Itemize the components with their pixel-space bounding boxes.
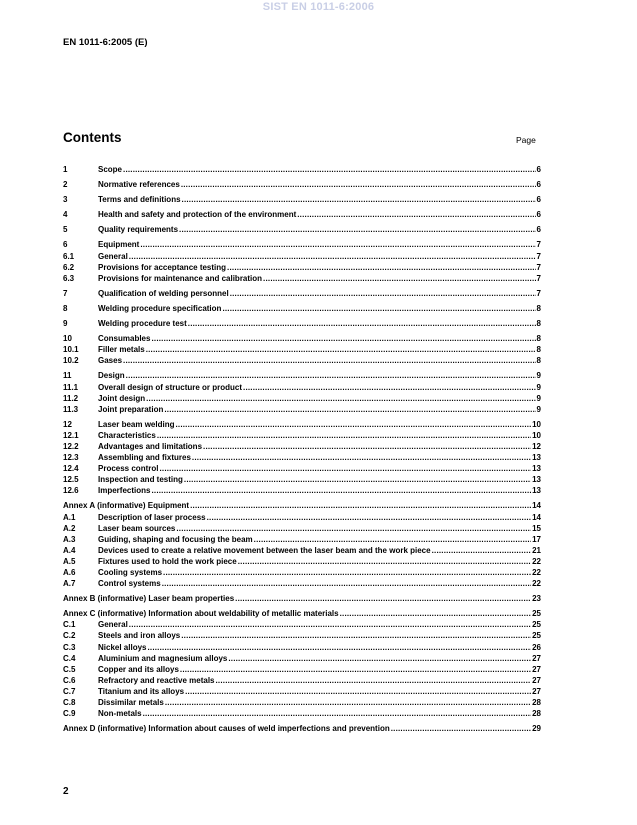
toc-entry-page: 27 [532,675,541,685]
toc-group [63,723,541,734]
toc-entry-title: Equipment [98,240,140,250]
toc-entry-page: 27 [532,686,541,696]
toc-entry-title: Overall design of structure or product [98,382,243,392]
toc-entry-page: 6 [536,210,541,220]
toc-entry[interactable] [63,273,541,284]
toc-entry[interactable] [63,630,541,641]
toc-entry-title: Imperfections [98,486,151,496]
toc-group [63,209,541,220]
toc-entry[interactable] [63,164,541,175]
toc-entry-number: C.3 [63,642,76,652]
toc-entry[interactable] [63,355,541,366]
toc-entry-page: 10 [532,430,541,440]
toc-entry-page: 6 [536,195,541,205]
toc-dot-leader [216,675,532,686]
toc-group [63,419,541,497]
toc-entry-number: 6 [63,240,68,250]
toc-entry-number: 10.1 [63,345,79,355]
toc-entry[interactable] [63,318,541,329]
toc-dot-leader [181,630,531,641]
toc-dot-leader [222,303,535,314]
toc-entry-title: Scope [98,165,123,174]
toc-entry[interactable] [63,723,541,734]
toc-entry-page: 28 [532,698,541,708]
toc-entry-page: 10 [532,419,541,429]
toc-dot-leader [147,642,531,653]
toc-entry-page: 27 [532,653,541,663]
toc-entry-page: 15 [532,523,541,533]
toc-entry[interactable] [63,430,541,441]
toc-entry[interactable] [63,708,541,719]
toc-entry-number: 12.3 [63,453,79,463]
toc-entry-page: 7 [536,288,541,298]
toc-entry-number: C.4 [63,653,76,663]
toc-entry-title: Advantages and limitations [98,441,203,451]
toc-entry-number: 6.1 [63,251,75,261]
toc-entry-page: 9 [536,371,541,381]
toc-dot-leader [184,474,531,485]
toc-dot-leader [165,697,531,708]
toc-entry-page: 14 [532,501,541,511]
toc-dot-leader [188,318,536,329]
toc-entry-number: 12.2 [63,441,79,451]
toc-entry-page: 26 [532,642,541,652]
toc-entry[interactable] [63,474,541,485]
toc-entry[interactable] [63,642,541,653]
toc-dot-leader [263,273,536,284]
toc-entry[interactable] [63,593,541,604]
toc-dot-leader [180,664,531,675]
toc-dot-leader [340,608,531,619]
toc-entry-page: 8 [536,303,541,313]
toc-entry-title: Joint design [98,393,146,403]
toc-entry-number: C.9 [63,709,76,719]
toc-entry[interactable] [63,608,541,619]
toc-entry-number: 9 [63,319,68,329]
toc-dot-leader [391,723,531,734]
toc-entry-title: Annex A (informative) Equipment [63,501,190,511]
toc-entry-page: 7 [536,273,541,283]
footer-page-number: 2 [63,786,69,797]
toc-dot-leader [146,344,536,355]
toc-entry-number: C.7 [63,686,76,696]
toc-entry-page: 29 [532,724,541,734]
toc-entry-title: Welding procedure test [98,319,187,329]
table-of-contents [63,164,541,738]
toc-dot-leader [157,430,531,441]
toc-group [63,608,541,719]
toc-entry-number: A.5 [63,556,76,566]
toc-entry-number: C.6 [63,675,76,685]
toc-entry[interactable] [63,653,541,664]
toc-entry[interactable] [63,567,541,578]
toc-entry-page: 17 [532,534,541,544]
toc-dot-leader [151,485,531,496]
toc-entry[interactable] [63,485,541,496]
toc-entry-title: Guiding, shaping and focusing the beam [98,534,253,544]
toc-entry-title: Dissimilar metals [98,698,164,708]
toc-entry-number: 1 [63,165,68,174]
toc-dot-leader [203,441,531,452]
toc-entry-number: 6.3 [63,273,75,283]
toc-group [63,224,541,235]
toc-entry-title: Aluminium and magnesium alloys [98,653,228,663]
toc-entry-title: General [98,251,128,261]
toc-entry-number: 11.2 [63,393,79,403]
toc-entry[interactable] [63,194,541,205]
toc-dot-leader [163,567,531,578]
toc-entry-page: 25 [532,620,541,630]
toc-entry-title: Control systems [98,579,161,589]
contents-title: Contents [63,130,122,145]
toc-entry-number: 10.2 [63,356,79,366]
toc-entry-title: Fixtures used to hold the work piece [98,556,237,566]
toc-entry[interactable] [63,333,541,344]
toc-entry-page: 7 [536,240,541,250]
toc-entry-number: 11.1 [63,382,79,392]
toc-entry[interactable] [63,209,541,220]
toc-entry-page: 8 [536,319,541,329]
toc-entry-title: Characteristics [98,430,156,440]
toc-dot-leader [185,686,531,697]
toc-entry-title: General [98,620,128,630]
toc-entry-page: 13 [532,453,541,463]
toc-entry-page: 21 [532,545,541,555]
toc-entry-title: Qualification of welding personnel [98,288,229,298]
toc-entry-title: Design [98,371,125,381]
toc-entry-title: Welding procedure specification [98,303,222,313]
toc-entry-number: 10 [63,334,72,344]
toc-entry-title: Consumables [98,334,151,344]
toc-entry-title: Annex B (informative) Laser beam properties [63,594,235,604]
toc-entry-number: 3 [63,195,68,205]
toc-entry[interactable] [63,404,541,415]
toc-entry-title: Non-metals [98,709,142,719]
toc-dot-leader [159,463,531,474]
toc-entry-title: Devices used to create a relative movement between the laser beam and the work piece [98,545,431,555]
toc-entry[interactable] [63,344,541,355]
toc-dot-leader [235,593,531,604]
toc-entry-number: 12.6 [63,486,79,496]
toc-entry-page: 6 [536,165,541,174]
toc-entry-page: 8 [536,356,541,366]
toc-entry-page: 6 [536,225,541,235]
toc-entry-title: Annex C (informative) Information about weldability of metallic materials [63,609,339,619]
toc-entry[interactable] [63,370,541,381]
toc-entry-title: Inspection and testing [98,475,183,485]
toc-entry[interactable] [63,534,541,545]
toc-entry[interactable] [63,251,541,262]
toc-entry-number: 6.2 [63,262,75,272]
toc-group [63,194,541,205]
toc-entry[interactable] [63,419,541,430]
toc-entry-page: 8 [536,345,541,355]
toc-dot-leader [179,224,536,235]
toc-dot-leader [243,382,536,393]
toc-dot-leader [190,500,531,511]
toc-entry-number: A.7 [63,579,76,589]
toc-group [63,370,541,414]
toc-entry-number: C.1 [63,620,76,630]
toc-dot-leader [123,164,536,175]
toc-dot-leader [207,512,532,523]
toc-entry-number: C.8 [63,698,76,708]
toc-entry-page: 8 [536,334,541,344]
toc-entry-title: Description of laser process [98,512,206,522]
toc-entry[interactable] [63,619,541,630]
toc-entry-title: Process control [98,464,159,474]
toc-group [63,239,541,283]
watermark: SIST EN 1011-6:2006 [262,1,375,13]
toc-dot-leader [140,239,535,250]
toc-entry[interactable] [63,697,541,708]
toc-entry-page: 13 [532,486,541,496]
toc-entry[interactable] [63,239,541,250]
toc-entry[interactable] [63,686,541,697]
toc-entry-number: A.2 [63,523,76,533]
toc-entry-title: Joint preparation [98,404,164,414]
toc-group [63,593,541,604]
toc-entry-title: Cooling systems [98,568,163,577]
toc-entry-page: 9 [536,404,541,414]
toc-dot-leader [175,419,531,430]
toc-entry-title: Titanium and its alloys [98,686,185,696]
toc-entry-page: 28 [532,709,541,719]
toc-entry-title: Annex D (informative) Information about causes of weld imperfections and prevention [63,724,390,734]
toc-entry-number: 11.3 [63,404,79,414]
toc-entry-page: 14 [532,512,541,522]
toc-group [63,179,541,190]
toc-entry[interactable] [63,393,541,404]
toc-entry-number: 2 [63,180,68,190]
toc-entry-page: 9 [536,393,541,403]
toc-entry-page: 9 [536,382,541,392]
toc-entry-page: 7 [536,262,541,272]
toc-entry[interactable] [63,224,541,235]
toc-entry-number: A.4 [63,545,76,555]
toc-entry-title: Filler metals [98,345,145,355]
toc-entry[interactable] [63,303,541,314]
toc-entry[interactable] [63,675,541,686]
toc-entry-number: 8 [63,303,68,313]
toc-entry-page: 25 [532,631,541,641]
toc-entry-number: 12.5 [63,475,79,485]
toc-dot-leader [228,653,531,664]
toc-entry-title: Laser beam welding [98,419,175,429]
toc-dot-leader [192,452,531,463]
toc-entry[interactable] [63,441,541,452]
toc-entry[interactable] [63,463,541,474]
toc-entry-title: Refractory and reactive metals [98,675,215,685]
toc-entry[interactable] [63,179,541,190]
toc-entry[interactable] [63,382,541,393]
toc-entry-page: 23 [532,594,541,604]
toc-entry[interactable] [63,523,541,534]
toc-entry-number: 12.1 [63,430,79,440]
toc-entry[interactable] [63,288,541,299]
toc-entry-page: 12 [532,441,541,451]
page-column-label: Page [516,135,536,145]
toc-entry[interactable] [63,545,541,556]
toc-entry-number: 11 [63,371,72,381]
toc-entry[interactable] [63,664,541,675]
toc-entry-page: 22 [532,579,541,589]
toc-entry-number: 7 [63,288,68,298]
toc-entry-number: C.5 [63,664,76,674]
toc-group [63,333,541,366]
toc-entry[interactable] [63,500,541,511]
toc-entry[interactable] [63,452,541,463]
toc-entry-number: 5 [63,225,68,235]
toc-entry-page: 6 [536,180,541,190]
toc-dot-leader [297,209,535,220]
toc-entry-title: Nickel alloys [98,642,147,652]
toc-entry[interactable] [63,262,541,273]
toc-group [63,288,541,299]
toc-entry-number: 4 [63,210,68,220]
toc-entry-title: Steels and iron alloys [98,631,181,641]
toc-entry-number: A.6 [63,568,76,577]
toc-dot-leader [143,708,532,719]
toc-entry-title: Normative references [98,180,180,190]
toc-entry-title: Health and safety and protection of the environment [98,210,297,220]
toc-entry-title: Quality requirements [98,225,179,235]
toc-dot-leader [129,251,536,262]
toc-group [63,303,541,314]
document-id: EN 1011-6:2005 (E) [63,37,148,48]
toc-entry-page: 13 [532,475,541,485]
toc-entry-number: A.1 [63,512,76,522]
toc-dot-leader [254,534,531,545]
toc-entry-number: C.2 [63,631,76,641]
toc-dot-leader [146,393,535,404]
toc-dot-leader [432,545,532,556]
toc-dot-leader [181,179,536,190]
toc-dot-leader [182,194,536,205]
toc-entry-title: Terms and definitions [98,195,181,205]
toc-entry-page: 22 [532,568,541,577]
toc-entry-page: 27 [532,664,541,674]
toc-entry-page: 13 [532,464,541,474]
toc-entry-title: Gases [98,356,123,366]
toc-dot-leader [129,619,531,630]
toc-entry[interactable] [63,512,541,523]
toc-dot-leader [151,333,535,344]
toc-entry[interactable] [63,578,541,589]
toc-entry-page: 7 [536,251,541,261]
toc-entry-title: Provisions for maintenance and calibration [98,273,263,283]
toc-dot-leader [227,262,536,273]
toc-entry-number: A.3 [63,534,76,544]
toc-dot-leader [230,288,536,299]
toc-entry-title: Assembling and fixtures [98,453,191,463]
toc-entry[interactable] [63,556,541,567]
toc-entry-number: 12 [63,419,72,429]
toc-entry-page: 22 [532,556,541,566]
toc-dot-leader [123,355,536,366]
toc-group [63,500,541,589]
toc-entry-title: Laser beam sources [98,523,176,533]
toc-group [63,318,541,329]
toc-entry-number: 12.4 [63,464,79,474]
toc-entry-title: Copper and its alloys [98,664,179,674]
toc-entry-title: Provisions for acceptance testing [98,262,227,272]
toc-dot-leader [162,578,531,589]
toc-entry-page: 25 [532,609,541,619]
toc-dot-leader [238,556,531,567]
toc-dot-leader [164,404,535,415]
toc-group [63,164,541,175]
toc-dot-leader [126,370,536,381]
toc-dot-leader [176,523,531,534]
